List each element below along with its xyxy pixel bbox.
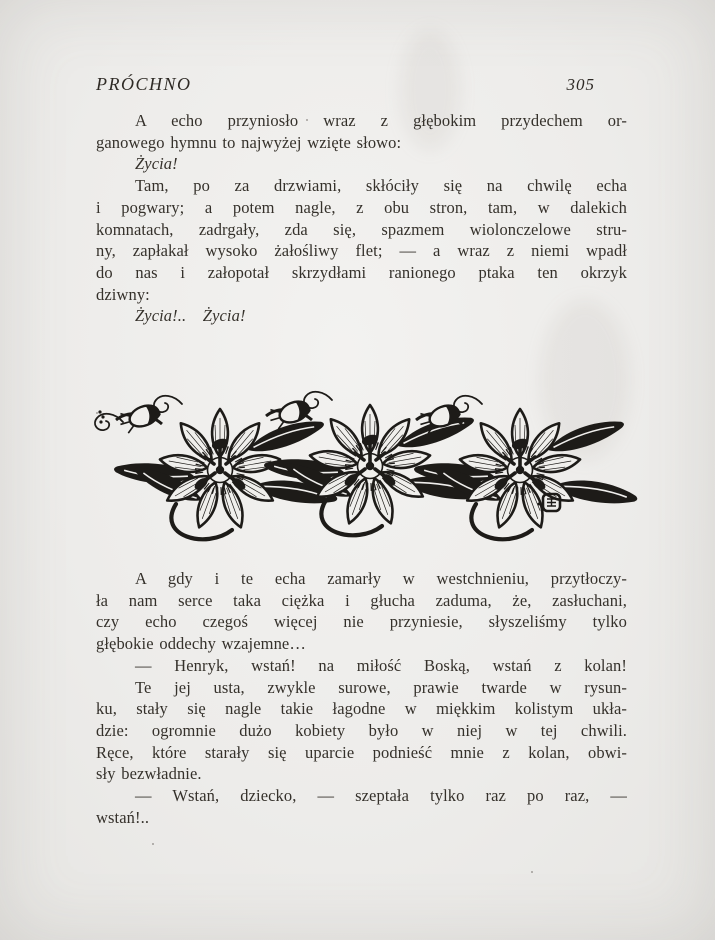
text-line: Tam, po za drzwiami, skłóciły się na chwilę echa xyxy=(135,176,627,196)
text-line: ganowego hymnu to najwyżej wzięte słowo: xyxy=(96,132,402,152)
text-line: Ręce, które starały się uparcie podnieść mnie z kolan, obwi- xyxy=(96,742,627,762)
text-line: sły bezwładnie. xyxy=(96,764,202,784)
text-line: komnatach, zadrgały, zda się, spazmem wiolonczelowe stru- xyxy=(96,219,627,239)
running-header xyxy=(96,74,627,95)
text-line: dziwny: xyxy=(96,284,150,304)
paragraph xyxy=(96,655,627,677)
text-line: i pogwary; a potem nagle, z obu stron, tam, w dalekich xyxy=(96,197,627,217)
text-line: ny, zapłakał wysoko żałośliwy flet; — a wraz z niemi wpadł xyxy=(96,241,627,261)
paragraph xyxy=(96,110,627,153)
paper-speck xyxy=(531,871,533,873)
text-line: wstań!.. xyxy=(96,807,150,827)
text-line: Te jej usta, zwykle surowe, prawie twarde w rysun- xyxy=(135,677,627,697)
text-line: głębokie oddechy wzajemne… xyxy=(96,634,306,654)
lower-text-column xyxy=(96,568,627,828)
upper-text-column xyxy=(96,110,627,327)
tendril xyxy=(95,410,123,430)
text-line: Życia! xyxy=(135,154,178,174)
paragraph xyxy=(96,568,627,655)
passion-flower-illustration xyxy=(93,386,641,546)
text-line: A echo przyniosło wraz z głębokim przydechem or- xyxy=(135,111,627,130)
emphasis-paragraph xyxy=(96,153,627,175)
book-title: PRÓCHNO xyxy=(96,74,192,94)
paragraph xyxy=(96,785,627,828)
emphasis-paragraph xyxy=(96,305,627,327)
page-number: 305 xyxy=(566,75,595,94)
paragraph xyxy=(96,677,627,786)
text-line: czy echo czegoś więcej nie przyniesie, słyszeliśmy tylko xyxy=(96,612,627,632)
text-line: dzie: ogromnie dużo kobiety było w niej w tej chwili. xyxy=(96,720,627,740)
woodcut-svg xyxy=(93,386,641,546)
text-line: ku, stały się nagle takie łagodne w miękkim kolistym ukła- xyxy=(96,699,627,719)
paragraph xyxy=(96,175,627,305)
text-line: — Henryk, wstań! na miłość Boską, wstań z kolan! xyxy=(135,655,627,675)
paper-speck xyxy=(152,843,154,845)
text-line: Życia!.. Życia! xyxy=(135,306,246,326)
passion-flower xyxy=(413,396,639,539)
text-line: do nas i załopotał skrzydłami ranionego ptaka ten okrzyk xyxy=(96,262,627,282)
text-line: A gdy i te echa zamarły w westchnieniu, przytłoczy- xyxy=(135,569,627,588)
text-line: ła nam serce taka ciężka i głucha zaduma, że, zasłuchani, xyxy=(96,590,627,610)
text-line: — Wstań, dziecko, — szeptała tylko raz po raz, — xyxy=(135,786,627,806)
